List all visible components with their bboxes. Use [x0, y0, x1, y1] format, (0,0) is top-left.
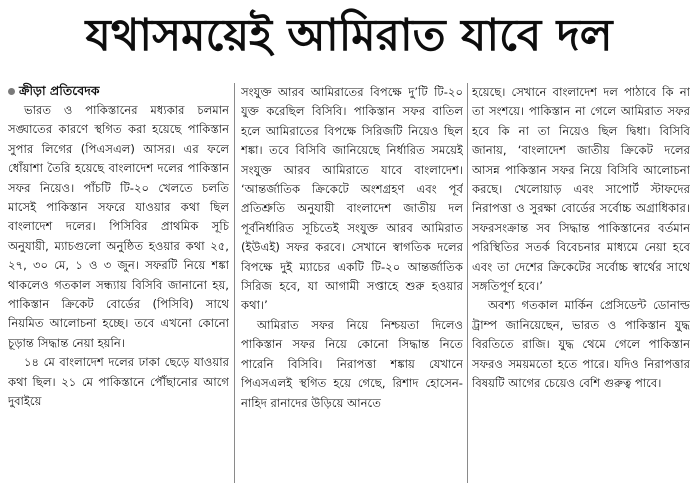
paragraph: সংযুক্ত আরব আমিরাতের বিপক্ষে দু’টি টি-২০ যুক্ত করেছিল বিসিবি। পাকিস্তান সফর বাতিল হলে আমিরাতের বিপক্ষে সিরিজটি নিয়েও ছিল শঙ্কা। তবে বিসিবি জানিয়েছে নির্ধারিত সময়েই সংযুক্ত আরব আমিরাতে যাবে বাংলাদেশ। ‘আন্তর্জাতিক ক্রিকেটে অংশগ্রহণ এবং পূর্ব প্রতিশ্রুতি অনুযায়ী বাংলাদেশ জাতীয় দল পূর্বনির্ধারিত সূচিতেই সংযুক্ত আরব আমিরাত (ইউএই) সফর করবে। সেখানে স্বাগতিক দলের বিপক্ষে দুই ম্যাচের একটি টি-২০ আন্তর্জাতিক সিরিজ হবে, যা আগামী সপ্তাহে শুরু হওয়ার কথা।’: [241, 85, 463, 313]
article-column-1: [8, 101, 229, 486]
paragraph: অবশ্য গতকাল মার্কিন প্রেসিডেন্ট ডোনাল্ড ট্রাম্প জানিয়েছেন, ভারত ও পাকিস্তান যুদ্ধ বিরতিতে রাজি। যুদ্ধ থেমে গেলে পাকিস্তান সফরও সময়মতো হতে পারে। যদিও নিরাপত্তার বিষয়টি আগের চেয়েও বেশি গুরুত্ব পাবে।: [472, 298, 690, 391]
byline: [8, 83, 100, 99]
article-column-2: [241, 83, 463, 483]
column-divider: [234, 83, 235, 483]
bullet-icon: [8, 88, 15, 95]
column-divider: [467, 83, 468, 483]
headline: যথাসময়েই আমিরাত যাবে দল: [85, 10, 613, 61]
paragraph: আমিরাত সফর নিয়ে নিশ্চয়তা দিলেও পাকিস্তান সফর নিয়ে কোনো সিদ্ধান্ত নিতে পারেনি বিসিবি। নিরাপত্তা শঙ্কায় যেখানে পিএসএলই স্থগিত হয়ে গেছে, রিশাদ হোসেন-নাহিদ রানাদের উড়িয়ে আনতে: [241, 317, 463, 410]
byline-text: ক্রীড়া প্রতিবেদক: [19, 83, 100, 98]
paragraph: ভারত ও পাকিস্তানের মধ্যকার চলমান সঙ্ঘাতের কারণে স্থগিত করা হয়েছে পাকিস্তান সুপার লিগের (পিএসএল) আসর। এর ফলে ধোঁয়াশা তৈরি হয়েছে বাংলাদেশ দলের পাকিস্তান সফর নিয়েও। পাঁচটি টি-২০ খেলতে চলতি মাসেই পাকিস্তান সফরে যাওয়ার কথা ছিল বাংলাদেশ দলের। পিসিবির প্রাথমিক সূচি অনুযায়ী, ম্যাচগুলো অনুষ্ঠিত হওয়ার কথা ২৫, ২৭, ৩০ মে, ১ ও ৩ জুন। সফরটি নিয়ে শঙ্কা থাকলেও গতকাল সন্ধ্যায় বিসিবি জানানো হয়, পাকিস্তান ক্রিকেট বোর্ডের (পিসিবি) সাথে নিয়মিত আলোচনা হচ্ছে। তবে এখনো কোনো চূড়ান্ত সিদ্ধান্ত নেয়া হয়নি।: [8, 103, 229, 350]
article-column-3: [472, 83, 690, 483]
paragraph: হয়েছে। সেখানে বাংলাদেশ দল পাঠাবে কি না তা সংশয়ে। পাকিস্তান না গেলে আমিরাত সফর হবে কি না তা নিয়েও ছিল দ্বিধা। বিসিবি জানায়, ‘বাংলাদেশ জাতীয় ক্রিকেট দলের আসন্ন পাকিস্তান সফর নিয়ে বিসিবি আলোচনা করছে। খেলোয়াড় এবং সাপোর্ট স্টাফদের নিরাপত্তা ও সুরক্ষা বোর্ডের সর্বোচ্চ অগ্রাধিকার। সফরসংক্রান্ত সব সিদ্ধান্ত পাকিস্তানের বর্তমান পরিস্থিতির সতর্ক বিবেচনার মাধ্যমে নেয়া হবে এবং তা দেশের ক্রিকেটের সর্বোচ্চ স্বার্থের সাথে সঙ্গতিপূর্ণ হবে।’: [472, 85, 690, 294]
paragraph: ১৪ মে বাংলাদেশ দলের ঢাকা ছেড়ে যাওয়ার কথা ছিল। ২১ মে পাকিস্তানে পৌঁছানোর আগে দুবাইয়ে: [8, 355, 229, 409]
